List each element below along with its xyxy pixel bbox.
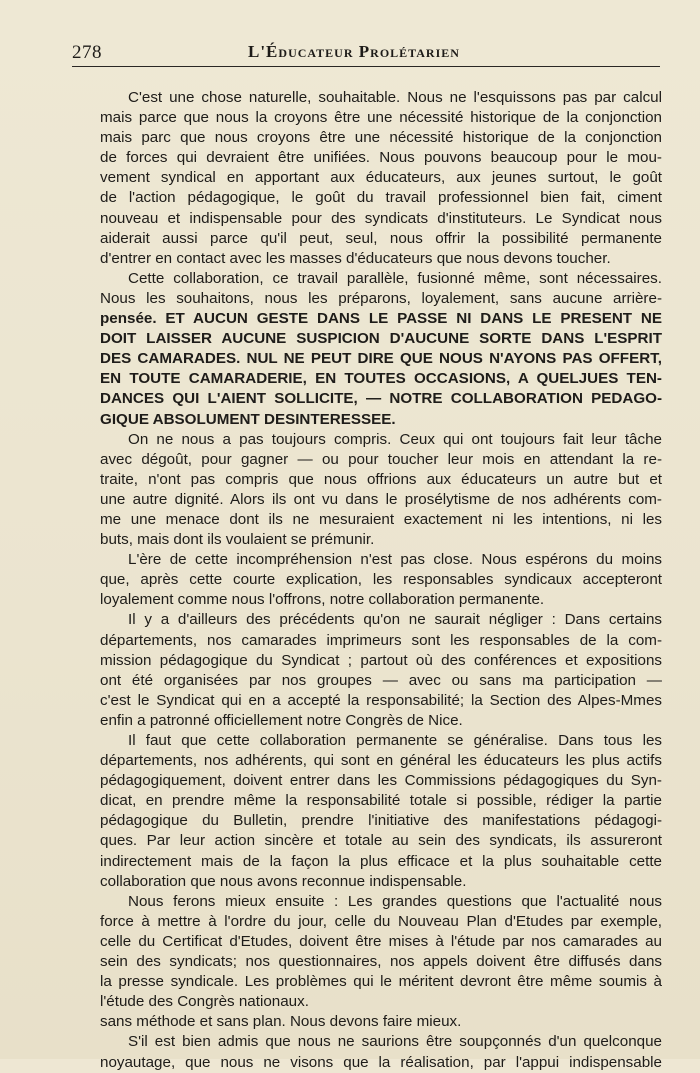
- text-line: Cette collaboration, ce travail parallèle, fusionné même, sont nécessaires.: [128, 269, 662, 287]
- text-line: Nous les souhaitons, nous les préparons, loyalement, sans aucune arrière-: [100, 289, 662, 307]
- page-number: 278: [72, 42, 102, 63]
- text-line: de forces qui devraient être unifiées. Nous pouvons beaucoup pour le mou-: [100, 149, 662, 167]
- text-line: ques. Par leur action sincère et totale au sein des syndicats, ils assureront: [100, 832, 662, 850]
- text-line: On ne nous a pas toujours compris. Ceux qui ont toujours fait leur tâche: [128, 430, 662, 448]
- text-line: aiderait aussi parce qu'il peut, seul, nous offrir la possibilité permanente: [100, 229, 662, 247]
- paragraph-3: [72, 430, 662, 551]
- header-rule: [72, 66, 660, 67]
- text-line: mission pédagogique du Syndicat ; partout où des conférences et expositions: [100, 651, 662, 669]
- paragraph-8: [72, 1032, 662, 1072]
- text-line: vement syndical en apportant aux éducateurs, aux jeunes surtout, le goût: [100, 169, 662, 187]
- text-line: une autre dignité. Alors ils ont vu dans le prosélytisme de nos adhérents com-: [100, 490, 662, 508]
- text-line-caps: pensée. ET AUCUN GESTE DANS LE PASSE NI DANS LE PRESENT NE: [100, 310, 662, 328]
- text-line: Il faut que cette collaboration permanente se généralise. Dans tous les: [128, 732, 662, 749]
- text-line: avec dégoût, pour gagner — ou pour toucher leur mois en attendant la re-: [100, 450, 662, 468]
- paragraph-2: [72, 269, 662, 430]
- paragraph-5: [72, 610, 662, 731]
- text-line: L'ère de cette incompréhension n'est pas close. Nous espérons du moins: [128, 551, 662, 569]
- text-line: nouveau et indispensable pour des syndicats d'instituteurs. Le Syndicat nous: [100, 209, 662, 227]
- text-line: l'étude des Congrès nationaux.: [100, 993, 309, 1011]
- text-line-caps: DES CAMARADES. NUL NE PEUT DIRE QUE NOUS N'AYONS PAS OFFERT,: [100, 350, 662, 368]
- text-line: pédagogiquement, doivent entrer dans les Commissions pédagogiques du Syn-: [100, 772, 662, 790]
- text-line-caps: EN TOUTE CAMARADERIE, EN TOUTES OCCASIONS, A QUELJUES TEN-: [100, 370, 662, 388]
- paragraph-4: [72, 550, 662, 610]
- page-header: [72, 40, 660, 66]
- text-line: force à mettre à l'ordre du jour, celle du Nouveau Plan d'Etudes par exemple,: [100, 912, 662, 930]
- text-line: loyalement comme nous l'offrons, notre collaboration permanente.: [100, 591, 545, 609]
- text-line: me une menace dont ils ne mesuraient exactement ni les intentions, ni les: [100, 510, 662, 528]
- text-line: mais parc que nous croyons être une nécessité historique de la conjonction: [100, 129, 662, 147]
- text-line: noyautage, que nous ne visons que la réalisation, par l'appui indispensable: [100, 1053, 662, 1071]
- text-line: départements, nos camarades imprimeurs sont les responsables de la com-: [100, 631, 662, 649]
- text-line: enfin a patronné officiellement notre Congrès de Nice.: [100, 711, 463, 729]
- text-line: d'entrer en contact avec les masses d'éducateurs que nous devons toucher.: [100, 249, 611, 267]
- text-line: Nous ferons mieux ensuite : Les grandes questions que l'actualité nous: [128, 892, 662, 910]
- text-line: indirectement mais de la façon la plus efficace et la plus souhaitable cette: [100, 852, 662, 870]
- text-line: pédagogique du Bulletin, prendre l'initiative des manifestations pédagogi-: [100, 812, 662, 830]
- text-line: traite, n'ont pas compris que nous offrions aux éducateurs un autre but et: [100, 470, 662, 488]
- text-line: départements, nos adhérents, qui sont en général les éducateurs les plus actifs: [100, 752, 662, 770]
- text-line: sein des syndicats; nos questionnaires, nos appels doivent être diffusés dans: [100, 953, 662, 971]
- text-line: Il y a d'ailleurs des précédents qu'on ne saurait négliger : Dans certains: [128, 611, 662, 629]
- paragraph-1: [72, 88, 662, 269]
- text-line: de l'action pédagogique, le goût du travail professionnel bien fait, ciment: [100, 189, 662, 207]
- text-line: S'il est bien admis que nous ne saurions être soupçonnés d'un quelconque: [128, 1033, 662, 1051]
- running-title: L'Éducateur Prolétarien: [248, 42, 460, 61]
- text-line: C'est une chose naturelle, souhaitable. Nous ne l'esquissons pas par calcul: [128, 89, 662, 106]
- text-line: celle du Certificat d'Etudes, doivent être mises à l'étude par nos camarades au: [100, 932, 662, 950]
- text-line: la presse syndicale. Les problèmes qui le méritent devront être même soumis à: [100, 973, 662, 991]
- paragraph-7: [72, 892, 662, 1033]
- paragraph-6: [72, 731, 662, 892]
- article-body: [72, 88, 662, 1073]
- text-line: mais parce que nous la croyons être une nécessité historique de la conjonction: [100, 109, 662, 127]
- text-line-caps: DOIT LAISSER AUCUNE SUSPICION D'AUCUNE SORTE DANS L'ESPRIT: [100, 330, 662, 348]
- text-line: sans méthode et sans plan. Nous devons faire mieux.: [100, 1013, 462, 1031]
- text-line: collaboration que nous avons reconnue indispensable.: [100, 872, 467, 890]
- text-line-caps: DANCES QUI L'AIENT SOLLICITE, — NOTRE COLLABORATION PEDAGO-: [100, 390, 662, 408]
- text-line-caps: GIQUE ABSOLUMENT DESINTERESSEE.: [100, 410, 396, 428]
- text-line: ont été organisées par nos groupes — avec ou sans ma participation —: [100, 671, 662, 689]
- text-line: c'est le Syndicat qui en a accepté la responsabilité; la Section des Alpes-Mmes: [100, 691, 662, 709]
- text-line: buts, mais dont ils voulaient se prémunir.: [100, 531, 375, 549]
- text-line: dicat, en prendre même la responsabilité totale si possible, rédiger la partie: [100, 792, 662, 810]
- text-line: que, après cette courte explication, les responsables syndicaux accepteront: [100, 571, 662, 589]
